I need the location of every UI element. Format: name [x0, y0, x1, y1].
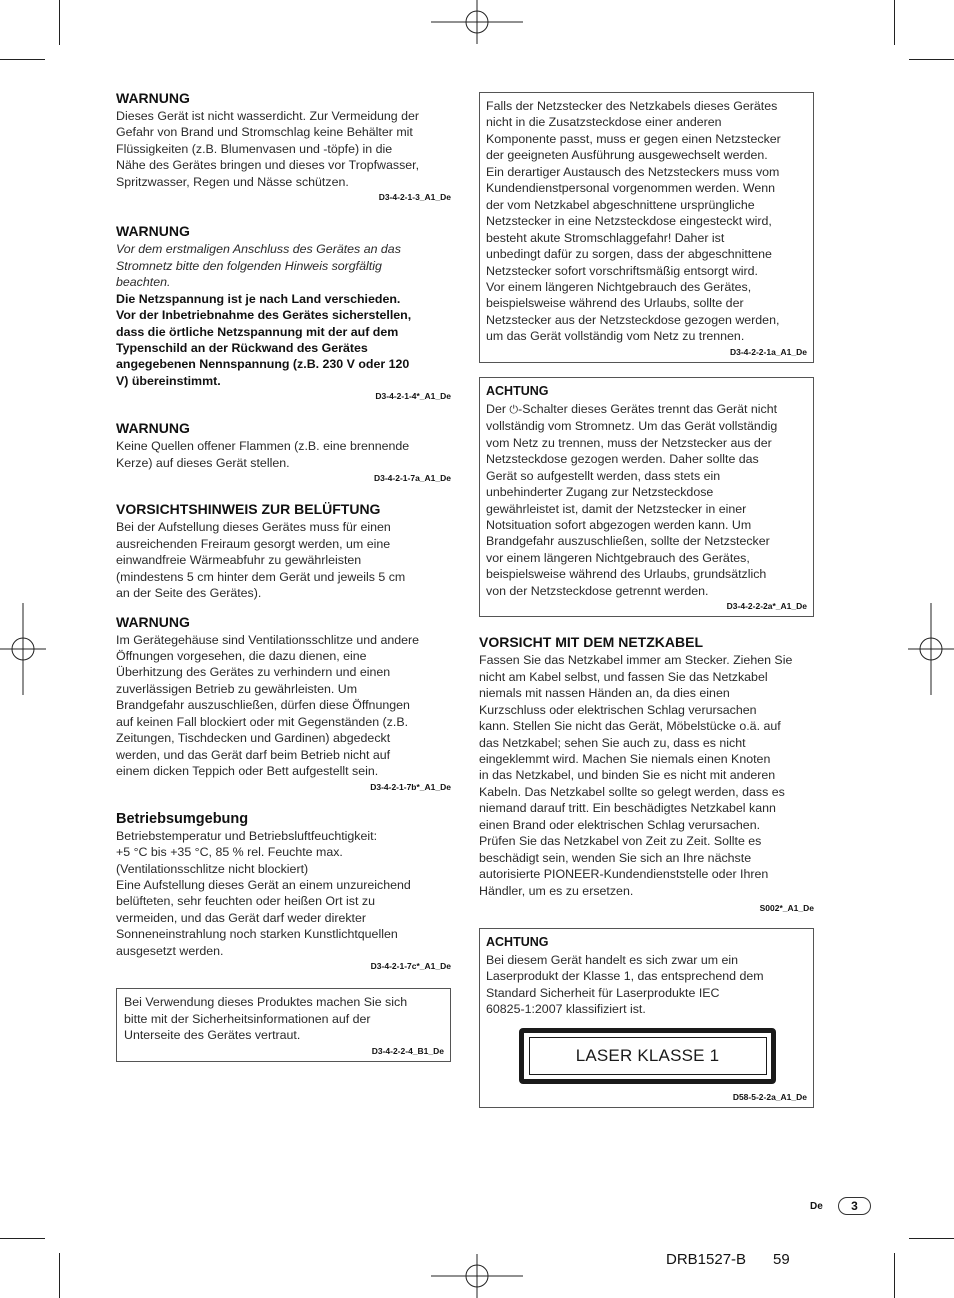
laser-class-label — [519, 1028, 776, 1084]
section-heading: WARNUNG — [116, 223, 190, 240]
laser-caution-box — [479, 928, 814, 1108]
crop-mark — [59, 0, 60, 45]
operating-environment-section — [116, 810, 451, 973]
reference-code: D3-4-2-1-7a_A1_De — [373, 473, 451, 484]
page-number-badge — [838, 1197, 871, 1215]
laser-class-label-inner — [529, 1037, 767, 1075]
warning-voltage-section — [116, 223, 451, 402]
section-heading: WARNUNG — [116, 613, 190, 630]
crop-mark — [909, 59, 954, 60]
section-italic-text: Vor dem erstmaligen Anschluss des Gerätes an das Stromnetz bitte den folgenden Hinweis sorgfältig beachten. — [116, 242, 401, 290]
document-page-number: 59 — [773, 1251, 790, 1268]
registration-mark-bottom — [431, 1254, 523, 1298]
crop-mark — [894, 1253, 895, 1298]
box-text-prefix: Der — [486, 401, 510, 416]
reference-code: D3-4-2-2-1a_A1_De — [729, 346, 807, 357]
section-heading: WARNUNG — [116, 420, 190, 437]
laser-class-text: LASER KLASSE 1 — [575, 1045, 720, 1065]
crop-mark — [59, 1253, 60, 1298]
registration-mark-top — [431, 0, 523, 44]
language-label: De — [810, 1201, 823, 1212]
page-number: 3 — [851, 1199, 858, 1213]
right-column — [479, 92, 814, 1108]
box-text: Bei diesem Gerät handelt es sich zwar um ein Laserprodukt der Klasse 1, das entsprechend dem Standard Sicherheit für Laserprodukte IEC 60825-1:2007 klassifiziert ist. — [486, 953, 764, 1017]
power-symbol-icon: ⏻ — [509, 402, 519, 416]
reference-code: D3-4-2-2-4_B1_De — [371, 1045, 444, 1056]
reference-code: D3-4-2-1-4*_A1_De — [375, 391, 451, 402]
section-heading: Betriebsumgebung — [116, 810, 249, 827]
section-heading: VORSICHT MIT DEM NETZKABEL — [479, 634, 703, 651]
ventilation-section — [116, 501, 451, 601]
section-text: Betriebstemperatur und Betriebsluftfeuchtigkeit: +5 °C bis +35 °C, 85 % rel. Feuchte max. (Ventilationsschlitze nicht blockiert) Eine Aufstellung dieses Gerät an einem unzureichend belüfteten, sehr feuchten oder heißen Ort ist zu vermeiden, und das Gerät darf weder direkter Sonneneinstrahlung noch starken Kunstlichtquellen ausgesetzt werden. — [116, 828, 411, 958]
box-text — [486, 401, 807, 599]
box-text: Falls der Netzstecker des Netzkabels dieses Gerätes nicht in die Zusatzsteckdose einer anderen Komponente passt, muss er gegen einen Netzstecker der geeigneten Ausführung ausgewechselt werden. Ein derartiger Austausch des Netzsteckers muss vom Kundendienstpersonal vorgenommen werden. Wenn der vom Netzkabel abgeschnittene ursprüngliche Netzstecker in eine Netzsteckdose eingesteckt wird, besteht akute Stromschlaggefahr! Daher ist unbedingt dafür zu sorgen, dass der abgeschnittene Netzstecker sofort vorschriftsmäßig entsorgt wird. Vor einem längeren Nichtgebrauch des Gerätes, beispielsweise während des Urlaubs, sollte der Netzstecker aus der Netzsteckdose gezogen werden, um das Gerät vollständig vom Netz zu trennen. — [486, 99, 781, 344]
safety-info-box — [116, 988, 451, 1061]
section-text: Dieses Gerät ist nicht wasserdicht. Zur Vermeidung der Gefahr von Brand und Stromschlag keine Behälter mit Flüssigkeiten (z.B. Blumenvasen und -töpfe) in die Nähe des Gerätes bringen und dieses vor Tropfwasser, Spritzwasser, Regen und Nässe schützen. — [116, 109, 420, 189]
reference-code: D3-4-2-1-7c*_A1_De — [370, 961, 451, 972]
crop-mark — [894, 0, 895, 45]
reference-code: S002*_A1_De — [759, 903, 814, 914]
section-heading: VORSICHTSHINWEIS ZUR BELÜFTUNG — [116, 501, 381, 518]
registration-mark-right — [908, 603, 954, 695]
crop-mark — [0, 1238, 45, 1239]
registration-mark-left — [0, 603, 46, 695]
section-text: Im Gerätegehäuse sind Ventilationsschlitze und andere Öffnungen vorgesehen, die dazu dienen, eine Überhitzung des Gerätes zu verhindern und einen zuverlässigen Betrieb zu gewährleisten. Um Brandgefahr auszuschließen, dürfen diese Öffnungen auf keinen Fall blockiert oder mit Gegenständen (z.B. Zeitungen, Tischdecken und Gardinen) abgedeckt werden, und das Gerät darf beim Betrieb nicht auf einem dicken Teppich oder Bett aufgestellt sein. — [116, 632, 420, 779]
box-heading: ACHTUNG — [486, 935, 549, 950]
section-text: Fassen Sie das Netzkabel immer am Stecker. Ziehen Sie nicht am Kabel selbst, und fassen Sie das Netzkabel niemals mit nassen Händen an, da dies einen Kurzschluss oder elektrischen Schlag verursachen kann. Stellen Sie nicht das Gerät, Möbelstücke o.ä. auf das Netzkabel; sehen Sie auch zu, dass es nicht eingeklemmt wird. Machen Sie niemals einen Knoten in das Netzkabel, und binden Sie es nicht mit anderen Kabeln. Das Netzkabel sollte so gelegt werden, dass es niemand darauf tritt. Ein beschädigtes Netzkabel kann einen Brand oder elektrischen Schlag verursachen. Prüfen Sie das Netzkabel von Zeit zu Zeit. Sollte es beschädigt sein, wenden Sie sich an Ihre nächste autorisierte PIONEER-Kundendienststelle oder Ihren Händler, um es zu ersetzen. — [479, 653, 793, 898]
document-code: DRB1527-B — [666, 1251, 747, 1268]
section-text: Keine Quellen offener Flammen (z.B. eine brennende Kerze) auf dieses Gerät stellen. — [116, 439, 410, 470]
power-switch-caution-box — [479, 377, 814, 617]
crop-mark — [0, 59, 45, 60]
box-text: Bei Verwendung dieses Produktes machen Sie sich bitte mit der Sicherheitsinformationen auf der Unterseite des Gerätes vertraut. — [124, 995, 408, 1043]
power-cord-section — [479, 634, 814, 914]
left-column — [116, 90, 451, 1062]
reference-code: D58-5-2-2a_A1_De — [732, 1091, 807, 1102]
box-heading: ACHTUNG — [486, 383, 549, 398]
crop-mark — [909, 1238, 954, 1239]
reference-code: D3-4-2-1-7b*_A1_De — [370, 781, 451, 792]
reference-code: D3-4-2-2-2a*_A1_De — [726, 601, 807, 612]
section-heading: WARNUNG — [116, 90, 190, 106]
warning-flames-section — [116, 420, 451, 484]
section-text: Bei der Aufstellung dieses Gerätes muss für einen ausreichenden Freiraum gesorgt werden, um eine einwandfreie Wärmeabfuhr zu gewährleisten (mindestens 5 cm hinter dem Gerät und jeweils 5 cm an der Seite des Gerätes). — [116, 520, 406, 601]
plug-replacement-box — [479, 92, 814, 363]
warning-openings-section — [116, 614, 451, 793]
box-text-body: -Schalter dieses Gerätes trennt das Gerät nicht vollständig vom Stromnetz. Um das Gerät vollständig vom Netz zu trennen, muss der Netzstecker aus der Netzsteckdose gezogen werden. Daher sollte das Gerät so aufgestellt werden, dass stets ein unbehinderter Zugang zur Netzsteckdose gewährleistet ist, damit der Netzstecker in einer Notsituation sofort abgezogen werden kann. Um Brandgefahr auszuschließen, sollte der Netzstecker vor einem längeren Nichtgebrauch des Gerätes, beispielsweise während des Urlaubs, grundsätzlich von der Netzsteckdose getrennt werden. — [486, 401, 778, 598]
warning-water-section — [116, 90, 451, 203]
section-bold-text: Die Netzspannung ist je nach Land verschieden. Vor der Inbetriebnahme des Gerätes sicherstellen, dass die örtliche Netzspannung mit der auf dem Typenschild an der Rückwand des Gerätes angegebenen Nennspannung (z.B. 230 V oder 120 V) übereinstimmt. — [116, 291, 412, 388]
reference-code: D3-4-2-1-3_A1_De — [378, 192, 451, 203]
